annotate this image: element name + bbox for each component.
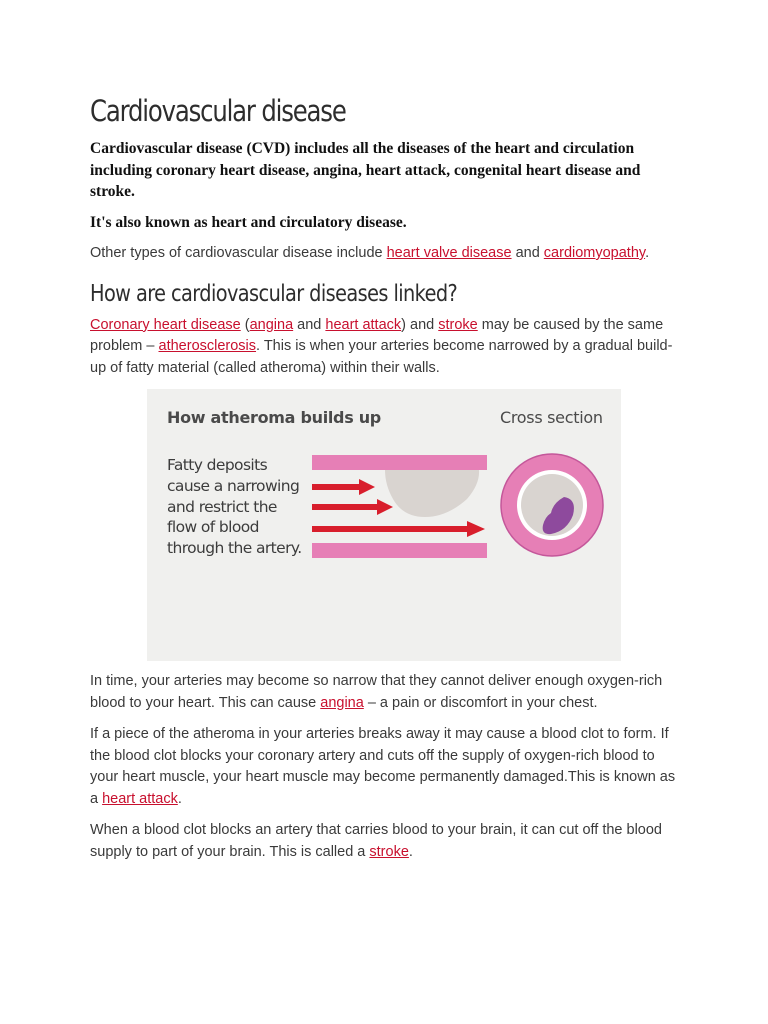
clot-text-1: When a blood clot blocks an artery that carries blood to your brain, it can cut off the blood supply to part of your brain. This is called a <box>90 822 662 860</box>
atheroma-figure <box>147 389 621 661</box>
article-content <box>90 92 678 863</box>
clot-text-2: . <box>408 843 413 860</box>
atheroma-break-paragraph <box>90 724 678 810</box>
atheroma-plaque <box>385 470 479 517</box>
aka-bold-paragraph: It's also known as heart and circulatory disease. <box>90 213 407 231</box>
cardiomyopathy-link[interactable]: cardiomyopathy <box>543 245 646 261</box>
linked-text-2: and <box>293 316 326 333</box>
linked-heading: How are cardiovascular diseases linked? <box>90 280 458 307</box>
linked-text-1: ( <box>240 316 250 333</box>
other-types-prefix: Other types of cardiovascular disease include <box>90 245 387 261</box>
coronary-heart-disease-link[interactable]: Coronary heart disease <box>90 316 241 333</box>
heart-attack-link[interactable]: heart attack <box>325 316 402 333</box>
figure-description: Fatty deposits cause a narrowing and restrict the flow of blood through the artery. <box>167 456 302 558</box>
linked-text-3: ) and <box>401 316 439 333</box>
artery-wall-bottom <box>312 543 487 558</box>
blood-clot-paragraph <box>90 820 678 863</box>
figure-title: How atheroma builds up <box>167 408 381 427</box>
heart-valve-disease-link[interactable]: heart valve disease <box>386 245 512 261</box>
linked-text-4: may be caused by the same problem – <box>90 316 664 354</box>
atherosclerosis-link[interactable]: atherosclerosis <box>158 338 257 354</box>
time-text-1: In time, your arteries may become so narrow that they cannot deliver enough oxygen-rich blood to your heart. This can cause <box>90 673 663 711</box>
stroke-link-2[interactable]: stroke <box>369 843 409 860</box>
linked-paragraph <box>90 315 678 380</box>
intro-bold-paragraph: Cardiovascular disease (CVD) includes all the diseases of the heart and circulation including coronary heart disease, angina, heart attack, congenital heart disease and stroke. <box>90 140 641 200</box>
artery-wall-top <box>312 455 487 470</box>
other-types-suffix: . <box>645 245 650 261</box>
stroke-link[interactable]: stroke <box>438 316 478 333</box>
other-types-paragraph <box>90 243 678 265</box>
piece-text-2: . <box>177 790 182 807</box>
time-paragraph <box>90 671 678 714</box>
other-types-mid: and <box>511 245 544 261</box>
linked-text-5: . This is when your arteries become narrowed by a gradual build-up of fatty material (called atheroma) within their walls. <box>90 338 673 376</box>
angina-link-2[interactable]: angina <box>320 694 364 711</box>
angina-link[interactable]: angina <box>249 316 294 333</box>
heart-attack-link-2[interactable]: heart attack <box>102 790 178 807</box>
time-text-2: – a pain or discomfort in your chest. <box>363 694 598 711</box>
page-title: Cardiovascular disease <box>90 94 346 128</box>
figure-cross-section-label: Cross section <box>500 408 603 427</box>
piece-text-1: If a piece of the atheroma in your arteries breaks away it may cause a blood clot to form. If the blood clot blocks your coronary artery and cuts off the supply of oxygen-rich blood to your heart muscle, your heart muscle may become permanently damaged.This is known as a <box>90 726 676 807</box>
